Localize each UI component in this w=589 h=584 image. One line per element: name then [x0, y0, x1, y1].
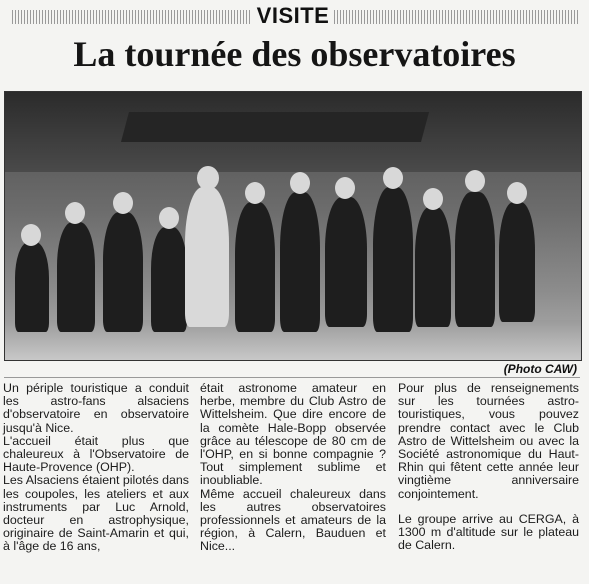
photo-person-white-coat: [185, 187, 229, 327]
photo-person: [15, 242, 49, 332]
kicker-row: [0, 3, 589, 29]
group-photo: [4, 91, 582, 361]
section-kicker: VISITE: [256, 3, 330, 28]
article-column-2: [200, 382, 386, 554]
paragraph: Les Alsaciens étaient pilotés dans les coupoles, les ateliers et aux instruments par Luc Arnold, docteur en astrophysique, originaire de Saint-Amarin et qui, à l'âge de 16 ans,: [3, 473, 189, 554]
photo-building-roof: [121, 112, 429, 142]
photo-person: [499, 202, 535, 322]
paragraph: L'accueil était plus que chaleureux à l'Observatoire de Haute-Provence (OHP).: [3, 433, 189, 475]
photo-person: [373, 187, 413, 332]
photo-person-head: [465, 170, 485, 192]
photo-person: [415, 207, 451, 327]
photo-person: [57, 222, 95, 332]
photo-person: [235, 202, 275, 332]
decorative-hatch-left: [12, 10, 252, 24]
paragraph: Pour plus de renseignements sur les tournées astro-touristiques, vous pouvez prendre contact avec le Club Astro de Wittelsheim ou avec la Société astronomique du Haut-Rhin qui fêtent cette année leur vingtième anniversaire conjointement.: [398, 381, 579, 501]
paragraph: Le groupe arrive au CERGA, à 1300 m d'altitude sur le plateau de Calern.: [398, 511, 579, 553]
photo-person-head: [21, 224, 41, 246]
article-column-1: [3, 382, 189, 554]
paragraph: Un périple touristique a conduit les astro-fans alsaciens d'observatoire en observatoire jusqu'à Nice.: [3, 381, 189, 435]
photo-person-head: [335, 177, 355, 199]
photo-person: [280, 192, 320, 332]
decorative-hatch-right: [334, 10, 579, 24]
photo-person-head: [245, 182, 265, 204]
article-column-3: [398, 382, 579, 552]
photo-person-head: [113, 192, 133, 214]
photo-credit: (Photo CAW): [503, 362, 577, 376]
divider-rule: [4, 377, 580, 378]
photo-person-head: [507, 182, 527, 204]
photo-person-head: [197, 166, 219, 190]
photo-person: [151, 227, 187, 332]
article-headline: La tournée des observatoires: [73, 34, 516, 74]
photo-person: [103, 212, 143, 332]
photo-person: [325, 197, 367, 327]
photo-person-head: [290, 172, 310, 194]
photo-person-head: [383, 167, 403, 189]
photo-person: [455, 192, 495, 327]
photo-person-head: [65, 202, 85, 224]
photo-person-head: [159, 207, 179, 229]
paragraph: était astronome amateur en herbe, membre du Club Astro de Wittelsheim. Que dire encore de la comète Hale-Bopp observée grâce au télescope de 80 cm de l'OHP, en si bonne compagnie ? Tout simplement sublime et inoubliable.: [200, 381, 386, 488]
paragraph: Même accueil chaleureux dans les autres observatoires professionnels et amateurs de la région, à Calern, Bauduen et Nice...: [200, 486, 386, 554]
photo-person-head: [423, 188, 443, 210]
